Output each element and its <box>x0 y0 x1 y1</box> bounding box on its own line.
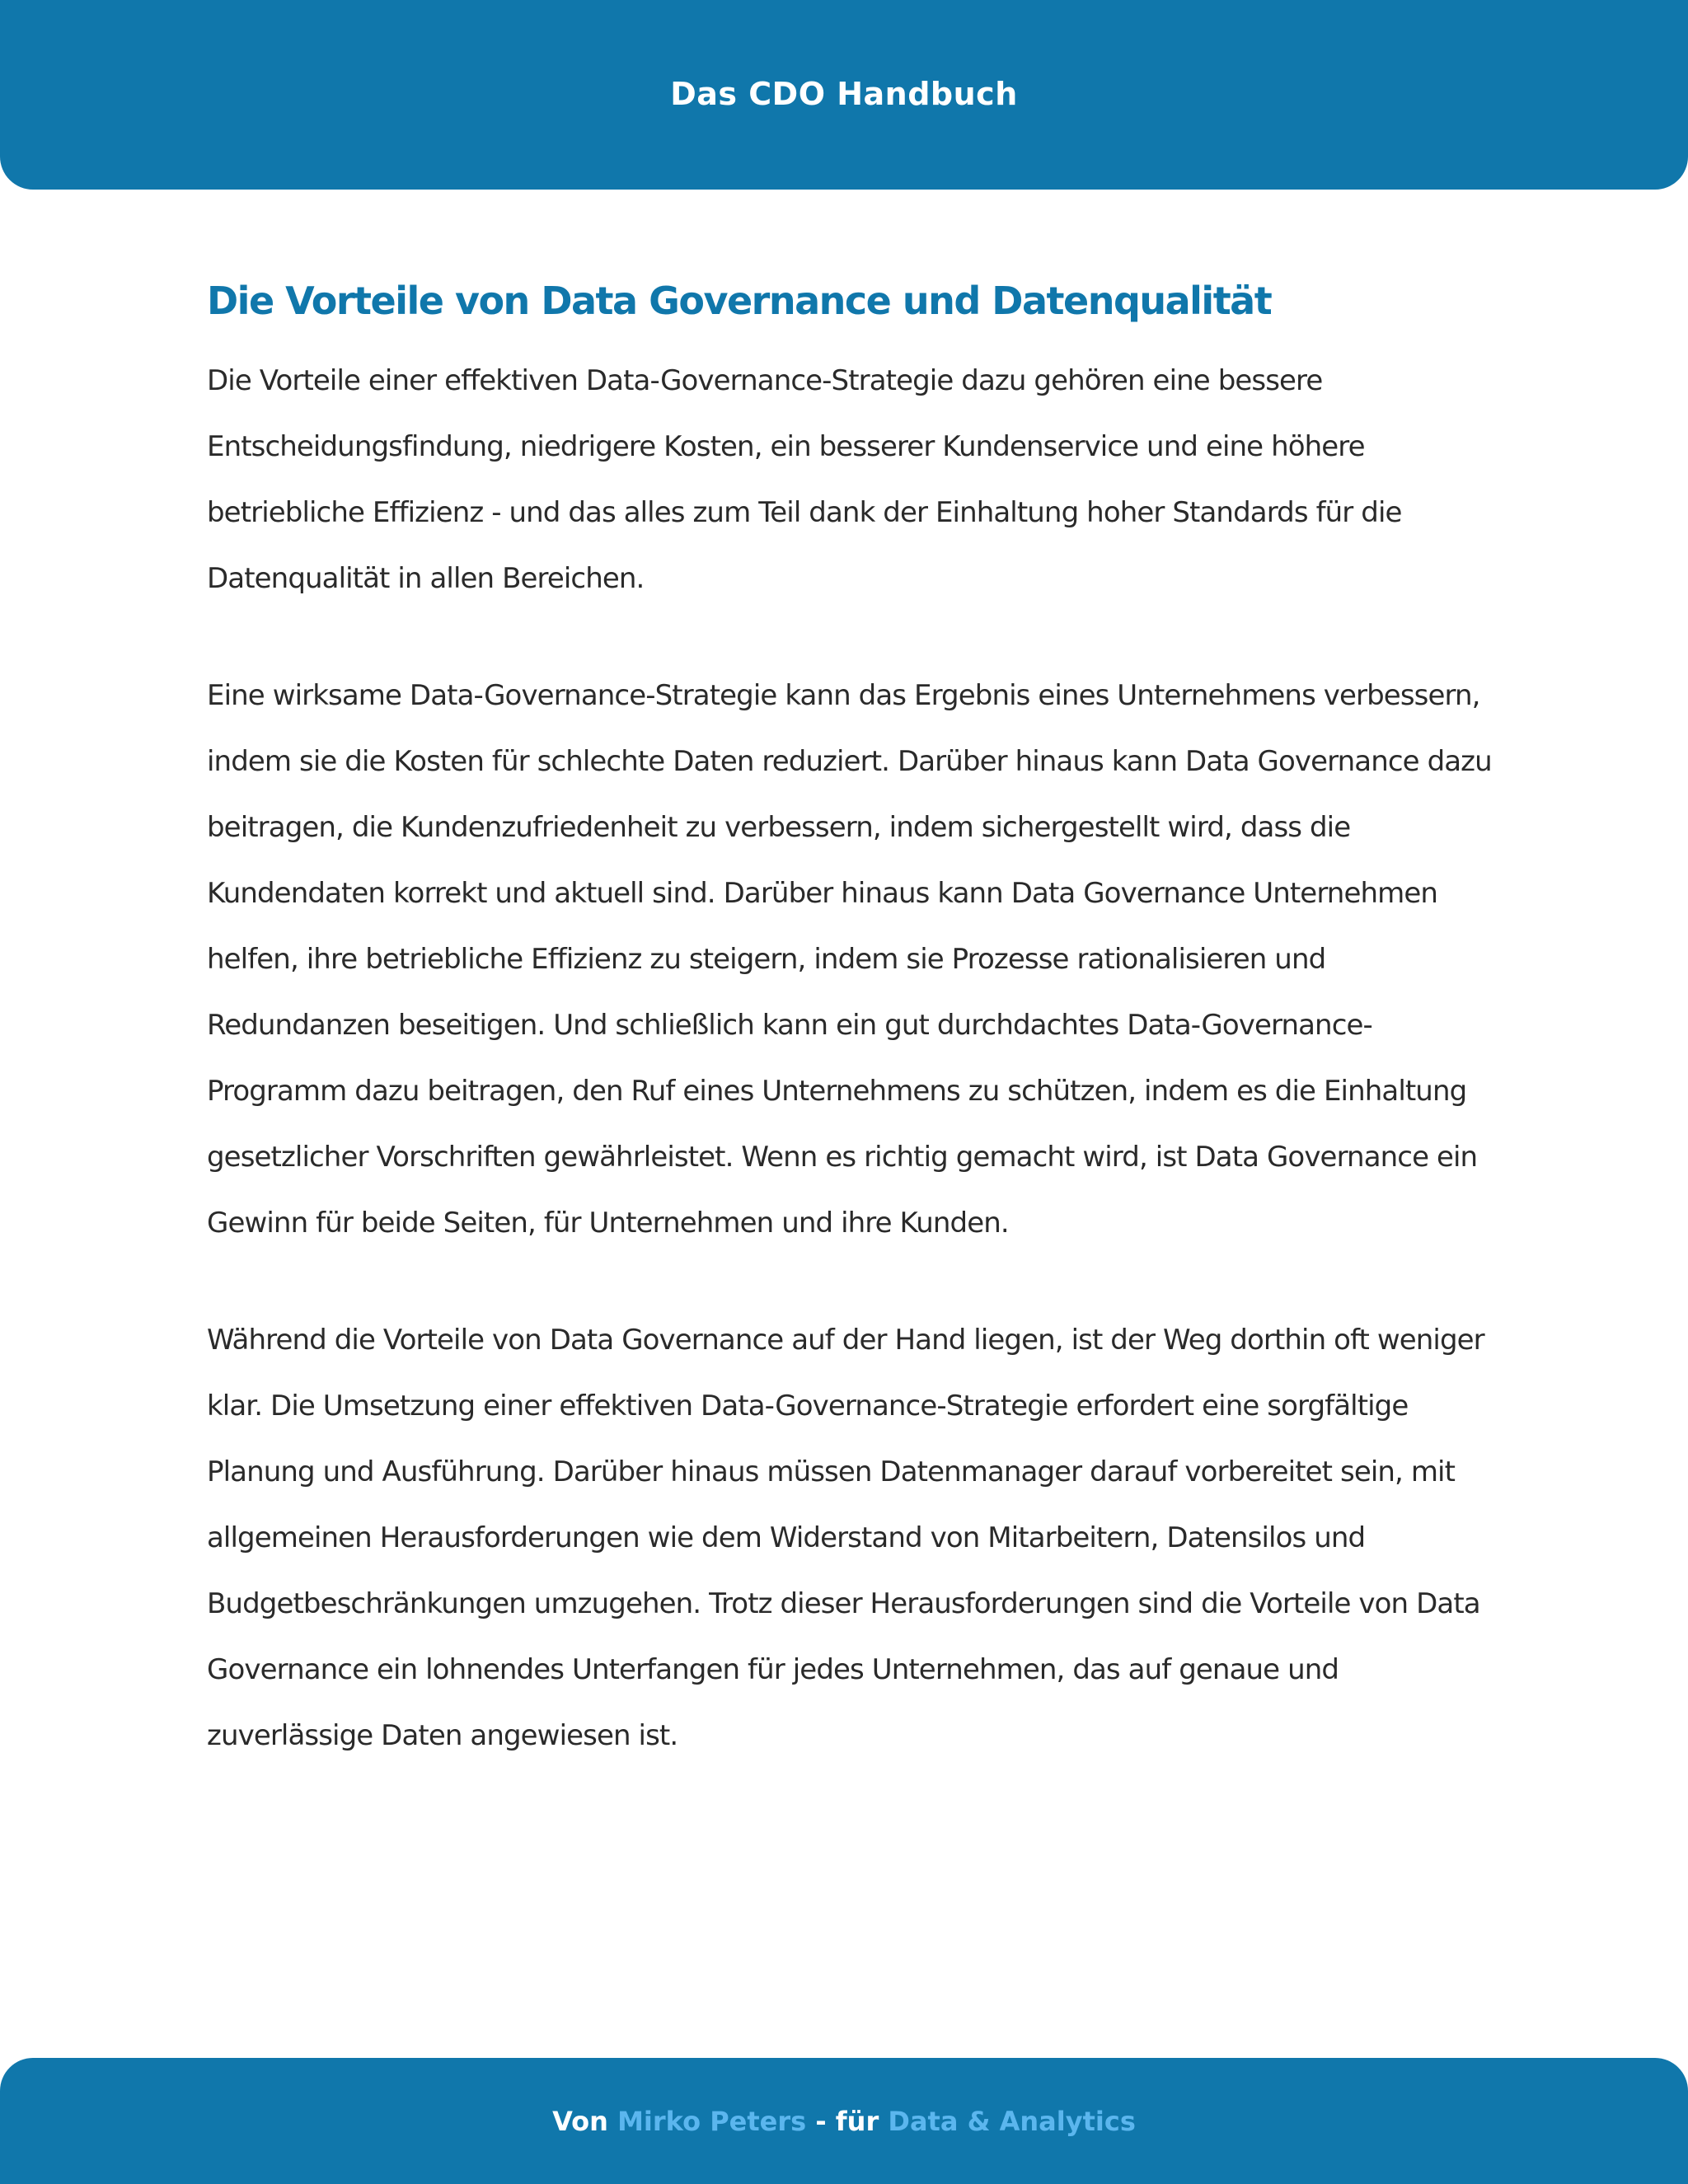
header-title: Das CDO Handbuch <box>670 76 1018 112</box>
footer-topic: Data & Analytics <box>888 2105 1136 2137</box>
page-header <box>0 0 1688 190</box>
paragraph-3: Während die Vorteile von Data Governance auf der Hand liegen, ist der Weg dorthin oft weniger klar. Die Umsetzung einer effektiven Data-Governance-Strategie erfordert eine sorgfältige Planung und Ausführung. Darüber hinaus müssen Datenmanager darauf vorbereitet sein, mit allgemeinen Herausforderungen wie dem Widerstand von Mitarbeitern, Datensilos und Budgetbeschränkungen umzugehen. Trotz dieser Herausforderungen sind die Vorteile von Data Governance ein lohnendes Unterfangen für jedes Unternehmen, das auf genaue und zuverlässige Daten angewiesen ist. <box>207 1324 1484 1752</box>
footer-prefix: Von <box>552 2105 618 2137</box>
page-footer <box>0 2058 1688 2184</box>
footer-credit <box>552 2106 1136 2137</box>
paragraph-2: Eine wirksame Data-Governance-Strategie kann das Ergebnis eines Unternehmens verbessern, indem sie die Kosten für schlechte Daten reduziert. Darüber hinaus kann Data Governance dazu beitragen, die Kundenzufriedenheit zu verbessern, indem sichergestellt wird, dass die Kundendaten korrekt und aktuell sind. Darüber hinaus kann Data Governance Unternehmen helfen, ihre betriebliche Effizienz zu steigern, indem sie Prozesse rationalisieren und Redundanzen beseitigen. Und schließlich kann ein gut durchdachtes Data-Governance-Programm dazu beitragen, den Ruf eines Unternehmens zu schützen, indem es die Einhaltung gesetzlicher Vorschriften gewährleistet. Wenn es richtig gemacht wird, ist Data Governance ein Gewinn für beide Seiten, für Unternehmen und ihre Kunden. <box>207 679 1492 1240</box>
page-title: Die Vorteile von Data Governance und Datenqualität <box>207 279 1272 323</box>
paragraph-1: Die Vorteile einer effektiven Data-Governance-Strategie dazu gehören eine bessere Entscheidungsfindung, niedrigere Kosten, ein besserer Kundenservice und eine höhere betriebliche Effizienz - und das alles zum Teil dank der Einhaltung hoher Standards für die Datenqualität in allen Bereichen. <box>207 364 1402 595</box>
footer-author: Mirko Peters <box>617 2105 807 2137</box>
footer-middle: - für <box>806 2105 889 2137</box>
main-content <box>207 272 1493 1820</box>
